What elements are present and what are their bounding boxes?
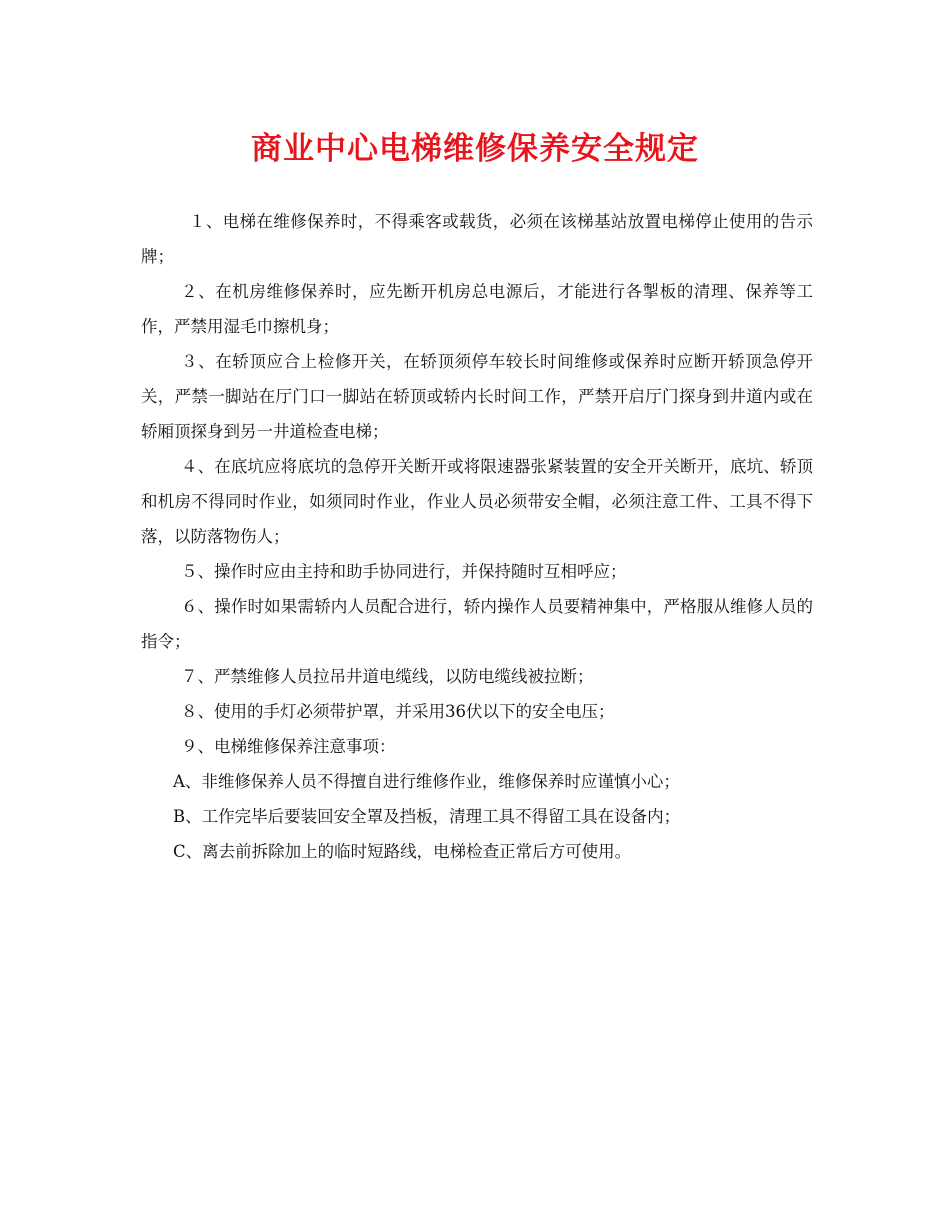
rule-paragraph-3: ３、在轿顶应合上检修开关，在轿顶须停车较长时间维修或保养时应断开轿顶急停开关，严禁一脚站在厅门口一脚站在轿顶或轿内长时间工作，严禁开启厅门探身到井道内或在轿厢顶探身到另一井道检查电梯； — [141, 352, 813, 441]
rule-paragraph-1: １、电梯在维修保养时，不得乘客或载货，必须在该梯基站放置电梯停止使用的告示牌； — [141, 212, 813, 266]
rule-paragraph-4: ４、在底坑应将底坑的急停开关断开或将限速器张紧装置的安全开关断开，底坑、轿顶和机房不得同时作业，如须同时作业，作业人员必须带安全帽，必须注意工件、工具不得下落，以防落物伤人； — [141, 457, 813, 546]
rule-paragraph-2: ２、在机房维修保养时，应先断开机房总电源后，才能进行各掣板的清理、保养等工作，严禁用湿毛巾擦机身； — [141, 282, 813, 336]
rule-paragraph-8: ８、使用的手灯必须带护罩，并采用36伏以下的安全电压； — [181, 702, 615, 721]
sub-item-b: B、工作完毕后要装回安全罩及挡板，清理工具不得留工具在设备内； — [173, 807, 681, 826]
document-body — [141, 204, 813, 869]
rule-paragraph-7: ７、严禁维修人员拉吊井道电缆线，以防电缆线被拉断； — [181, 667, 594, 686]
rule-paragraph-9: ９、电梯维修保养注意事项： — [181, 737, 396, 756]
sub-item-a: A、非维修保养人员不得擅自进行维修作业，维修保养时应谨慎小心； — [173, 772, 680, 791]
rule-paragraph-6: ６、操作时如果需轿内人员配合进行，轿内操作人员要精神集中，严格服从维修人员的指令； — [141, 597, 813, 651]
document-title: 商业中心电梯维修保养安全规定 — [251, 131, 699, 167]
rule-paragraph-5: ５、操作时应由主持和助手协同进行，并保持随时互相呼应； — [181, 562, 627, 581]
sub-item-c: C、离去前拆除加上的临时短路线，电梯检查正常后方可使用。 — [173, 842, 632, 861]
